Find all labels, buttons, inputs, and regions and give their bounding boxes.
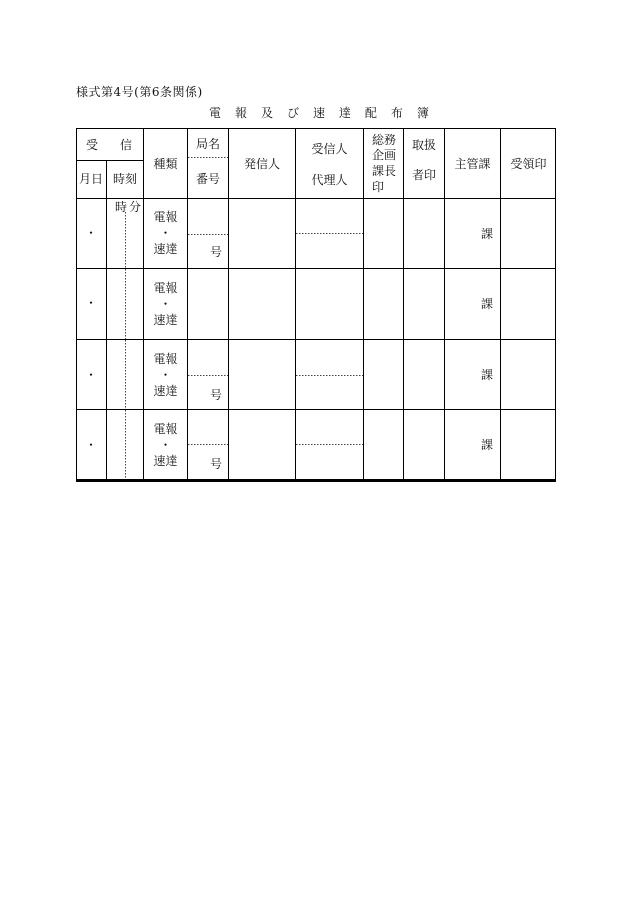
header-general-affairs: 企画 <box>372 148 397 162</box>
header-sender: 発信人 <box>243 157 280 171</box>
row-type-line: 電報 <box>153 210 178 224</box>
title-char: 速 <box>312 106 325 120</box>
row-type-line: ・ <box>159 368 172 382</box>
row-section-suffix: 課 <box>481 227 494 241</box>
row-number-suffix: 号 <box>210 245 223 259</box>
row-minute-label: 分 <box>129 200 142 214</box>
title-char: 電 <box>209 106 222 120</box>
row-type-line: 電報 <box>153 422 178 436</box>
header-time: 時刻 <box>112 172 137 186</box>
header-general-affairs: 総務 <box>372 133 397 147</box>
header-general-affairs: 印 <box>372 180 385 194</box>
header-month-day: 月日 <box>78 172 103 186</box>
header-general-affairs: 課長 <box>372 164 397 178</box>
row-date-dot: ・ <box>84 438 97 452</box>
header-number: 番号 <box>195 172 220 186</box>
distribution-register-table <box>76 128 556 480</box>
row-section-suffix: 課 <box>481 297 494 311</box>
header-recipient: 受信人 <box>311 142 348 156</box>
header-receipt-char: 信 <box>120 138 133 152</box>
row-date-dot: ・ <box>84 368 97 382</box>
title-char: 配 <box>364 106 377 120</box>
row-number-suffix: 号 <box>210 457 223 471</box>
row-type-line: 速達 <box>153 454 178 468</box>
title-char: 達 <box>338 106 351 120</box>
row-type-line: ・ <box>159 226 172 240</box>
row-type-line: ・ <box>159 297 172 311</box>
form-number: 様式第4号(第6条関係) <box>76 85 203 99</box>
header-handler: 取扱 <box>411 138 436 152</box>
header-responsible-section: 主管課 <box>454 157 491 171</box>
row-type-line: 速達 <box>153 384 178 398</box>
title-char: 簿 <box>416 106 429 120</box>
row-number-suffix: 号 <box>210 388 223 402</box>
header-handler: 者印 <box>411 168 436 182</box>
row-type-line: ・ <box>159 438 172 452</box>
header-receipt-seal: 受領印 <box>510 157 547 171</box>
title-char: 布 <box>390 106 403 120</box>
header-agent: 代理人 <box>311 173 348 187</box>
row-date-dot: ・ <box>84 226 97 240</box>
row-section-suffix: 課 <box>481 368 494 382</box>
title-char: 報 <box>234 106 247 120</box>
row-type-line: 速達 <box>153 242 178 256</box>
document-title <box>209 104 429 121</box>
row-type-line: 電報 <box>153 352 178 366</box>
row-type-line: 電報 <box>153 281 178 295</box>
table-bottom-rule <box>76 479 556 482</box>
row-type-line: 速達 <box>153 313 178 327</box>
header-office-name: 局名 <box>195 137 220 151</box>
title-char: び <box>286 106 299 120</box>
row-date-dot: ・ <box>84 296 97 310</box>
title-char: 及 <box>260 106 273 120</box>
row-hour-label: 時 <box>115 200 128 214</box>
header-receipt-char: 受 <box>86 138 99 152</box>
row-section-suffix: 課 <box>481 438 494 452</box>
header-type: 種類 <box>153 157 178 171</box>
